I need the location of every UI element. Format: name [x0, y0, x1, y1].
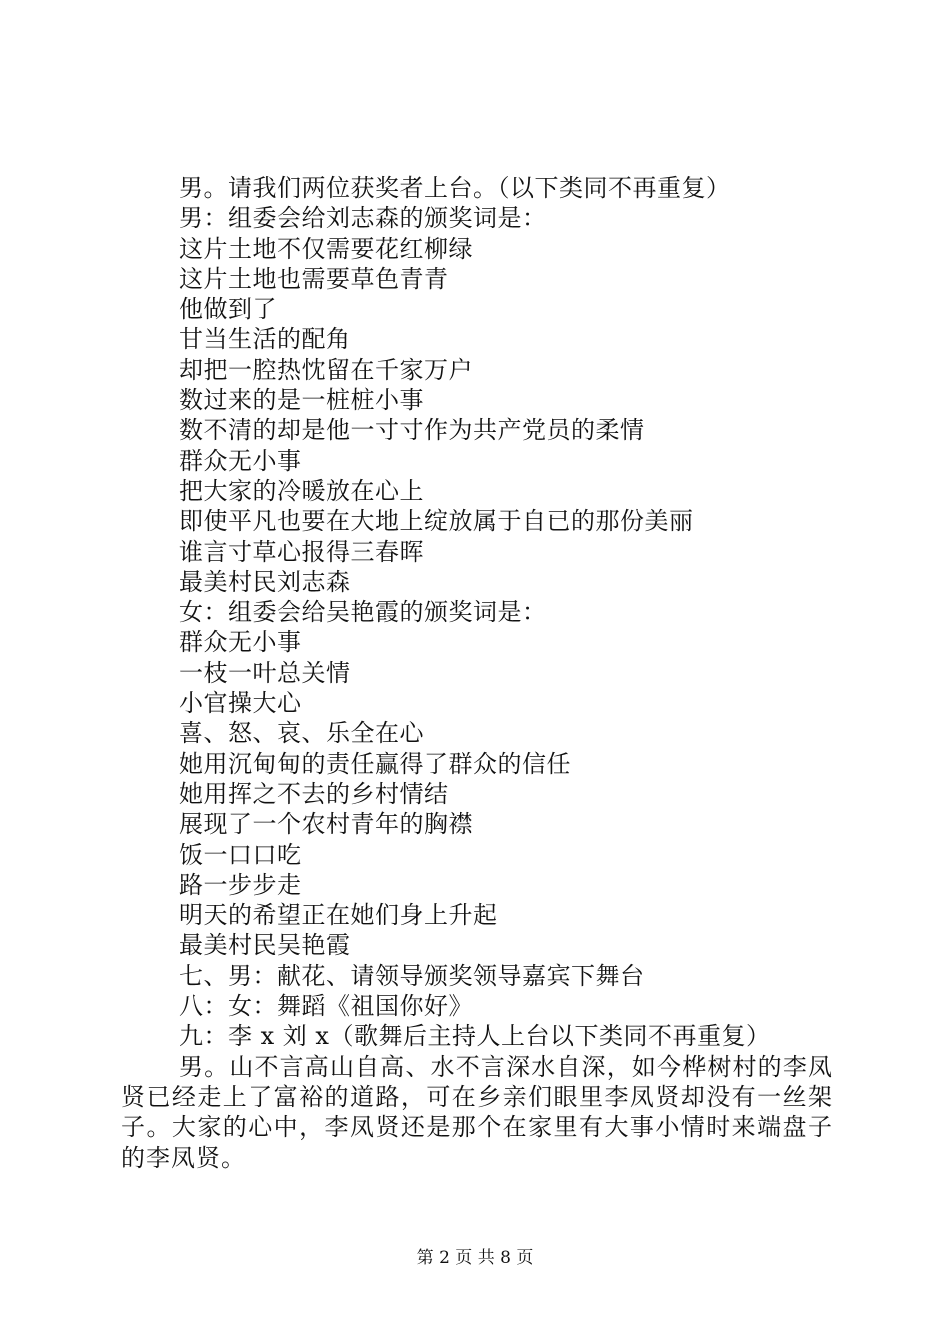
page-number-footer: 第 2 页 共 8 页: [416, 1248, 534, 1268]
text-line-22: 展现了一个农村青年的胸襟: [179, 810, 473, 839]
text-line-1: 男。请我们两位获奖者上台。（以下类同不再重复）: [179, 174, 731, 202]
text-line-27: 七、男：献花、请领导颁奖领导嘉宾下舞台: [179, 961, 645, 990]
text-line-18: 小官操大心: [179, 689, 302, 718]
text-line-10: 群众无小事: [179, 446, 302, 475]
text-line-17: 一枝一叶总关情: [179, 658, 351, 687]
text-line-7: 却把一腔热忱留在千家万户: [179, 355, 473, 384]
text-line-13: 谁言寸草心报得三春晖: [179, 537, 424, 566]
document-body: [121, 173, 833, 1173]
text-line-19: 喜、怒、哀、乐全在心: [179, 719, 424, 748]
text-line-21: 她用挥之不去的乡村情结: [179, 779, 449, 808]
text-line-8: 数过来的是一桩桩小事: [179, 386, 424, 415]
text-line-25: 明天的希望正在她们身上升起: [179, 901, 498, 930]
text-line-9: 数不清的却是他一寸寸作为共产党员的柔情: [179, 416, 645, 445]
text-line-20: 她用沉甸甸的责任赢得了群众的信任: [179, 749, 571, 778]
text-line-15: 女：组委会给吴艳霞的颁奖词是：: [179, 598, 547, 627]
text-line-14: 最美村民刘志森: [179, 567, 351, 596]
text-line-3: 这片土地不仅需要花红柳绿: [179, 234, 473, 263]
text-line-16: 群众无小事: [179, 628, 302, 657]
text-line-24: 路一步步走: [179, 870, 302, 899]
text-line-5: 他做到了: [179, 295, 277, 324]
text-line-26: 最美村民吴艳霞: [179, 931, 351, 960]
text-line-23: 饭一口口吃: [179, 840, 302, 869]
text-line-6: 甘当生活的配角: [179, 325, 351, 354]
text-line-11: 把大家的冷暖放在心上: [179, 476, 424, 505]
text-line-29: 九：李 x 刘 x（歌舞后主持人上台以下类同不再重复）: [179, 1022, 771, 1051]
text-line-12: 即使平凡也要在大地上绽放属于自已的那份美丽: [179, 507, 694, 536]
text-paragraph: 男。山不言高山自高、水不言深水自深，如今桦树村的李凤贤已经走上了富裕的道路，可在乡亲们眼里李凤贤却没有一丝架子。大家的心中，李凤贤还是那个在家里有大事小情时来端盘子的李凤贤。: [121, 1052, 833, 1172]
text-line-2: 男：组委会给刘志森的颁奖词是：: [179, 204, 547, 233]
text-line-28: 八：女：舞蹈《祖国你好》: [179, 992, 473, 1021]
text-line-4: 这片土地也需要草色青青: [179, 264, 449, 293]
